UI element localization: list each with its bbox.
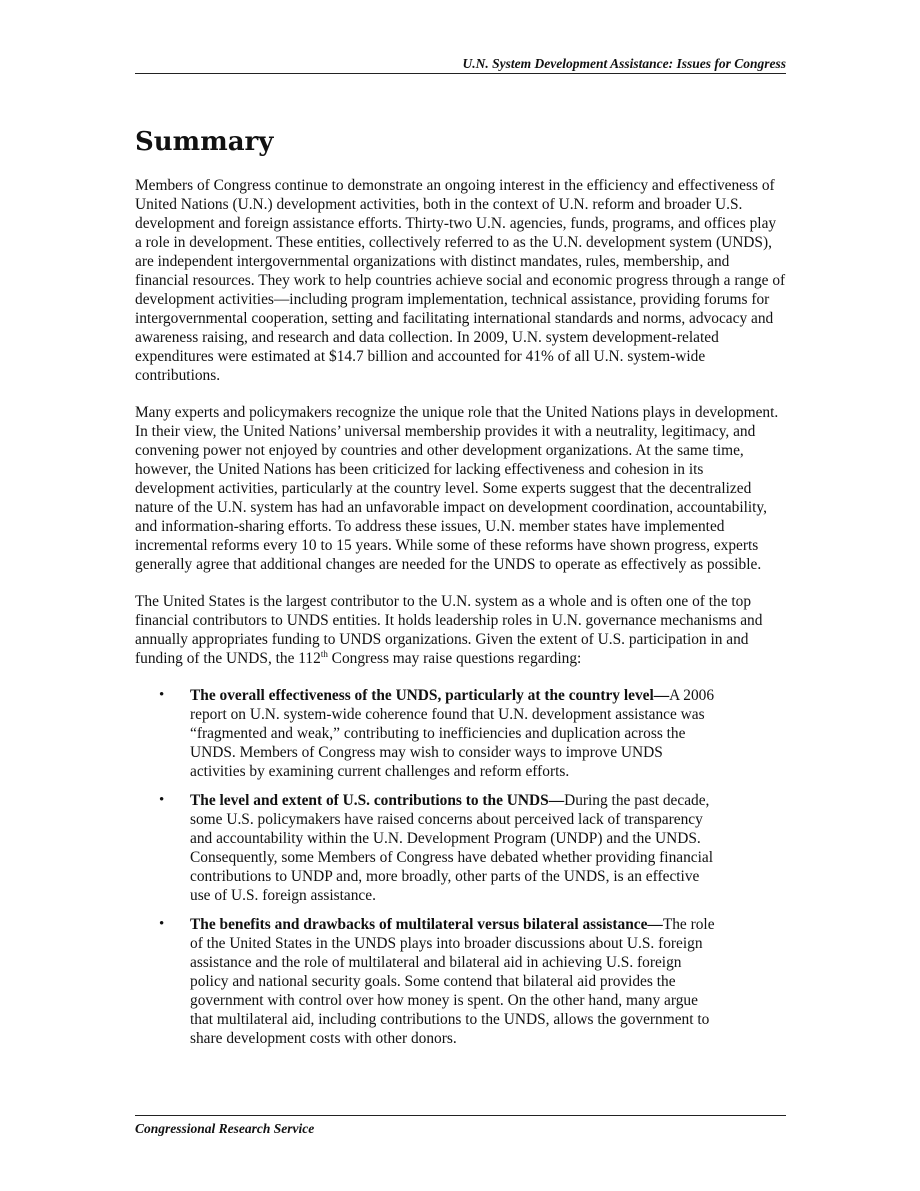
section-title: Summary — [135, 127, 274, 157]
running-header: U.N. System Development Assistance: Issues for Congress — [462, 56, 786, 71]
list-item — [135, 791, 720, 905]
summary-body — [135, 176, 786, 1058]
paragraph-1: Members of Congress continue to demonstrate an ongoing interest in the efficiency and effectiveness of United Nations (U.N.) development activities, both in the context of U.N. reform and broader U.S. development and foreign assistance efforts. Thirty-two U.N. agencies, funds, programs, and offices play a role in development. These entities, collectively referred to as the U.N. development system (UNDS), are independent intergovernmental organizations with distinct mandates, rules, membership, and financial resources. They work to help countries achieve social and economic progress through a range of development activities—including program implementation, technical assistance, providing forums for intergovernmental cooperation, setting and facilitating international standards and norms, advocacy and awareness raising, and research and data collection. In 2009, U.N. system development-related expenditures were estimated at $14.7 billion and accounted for 41% of all U.N. system-wide contributions. — [135, 177, 786, 384]
bullet-lead: The level and extent of U.S. contributions to the UNDS— — [190, 792, 565, 809]
bullet-text: During the past decade, some U.S. policymakers have raised concerns about perceived lack of transparency and accountability within the U.N. Development Program (UNDP) and the UNDS. Consequently, some Members of Congress have debated whether providing financial contributions to UNDP and, more broadly, other parts of the UNDS, is an effective use of U.S. foreign assistance. — [190, 792, 714, 904]
ordinal-superscript: th — [320, 648, 328, 659]
header-rule — [135, 73, 786, 74]
bullet-text: The role of the United States in the UNDS plays into broader discussions about U.S. foreign assistance and the role of multilateral and bilateral aid in achieving U.S. foreign policy and national security goals. Some contend that bilateral aid provides the government with control over how money is spent. On the other hand, many argue that multilateral aid, including contributions to the UNDS, allows the government to share development costs with other donors. — [190, 916, 715, 1047]
paragraph-3 — [135, 592, 786, 668]
bullet-lead: The benefits and drawbacks of multilateral versus bilateral assistance— — [190, 916, 663, 933]
bullet-marker: • — [159, 916, 165, 932]
paragraph-3-text-end: Congress may raise questions regarding: — [327, 650, 582, 667]
footer-publisher: Congressional Research Service — [135, 1121, 315, 1136]
question-list — [135, 686, 786, 1048]
paragraph-3-text: The United States is the largest contributor to the U.N. system as a whole and is often one of the top financial contributors to UNDS entities. It holds leadership roles in U.N. governance mechanisms and annually appropriates funding to UNDS organizations. Given the extent of U.S. participation in and funding of the UNDS, the 112 — [135, 593, 763, 667]
bullet-marker: • — [159, 792, 165, 808]
bullet-text: A 2006 report on U.N. system-wide coherence found that U.N. development assistance was “fragmented and weak,” contributing to inefficiencies and duplication across the UNDS. Members of Congress may wish to consider ways to improve UNDS activities by examining current challenges and reform efforts. — [190, 687, 715, 780]
paragraph-2: Many experts and policymakers recognize the unique role that the United Nations plays in development. In their view, the United Nations’ universal membership provides it with a neutrality, legitimacy, and convening power not enjoyed by countries and other development organizations. At the same time, however, the United Nations has been criticized for lacking effectiveness and cohesion in its development activities, particularly at the country level. Some experts suggest that the decentralized nature of the U.N. system has had an unfavorable impact on development coordination, accountability, and information-sharing efforts. To address these issues, U.N. member states have implemented incremental reforms every 10 to 15 years. While some of these reforms have shown progress, experts generally agree that additional changes are needed for the UNDS to operate as effectively as possible. — [135, 404, 779, 573]
list-item — [135, 915, 720, 1048]
bullet-lead: The overall effectiveness of the UNDS, particularly at the country level— — [190, 687, 670, 704]
bullet-marker: • — [159, 687, 165, 703]
list-item — [135, 686, 720, 781]
footer-rule — [135, 1115, 786, 1116]
